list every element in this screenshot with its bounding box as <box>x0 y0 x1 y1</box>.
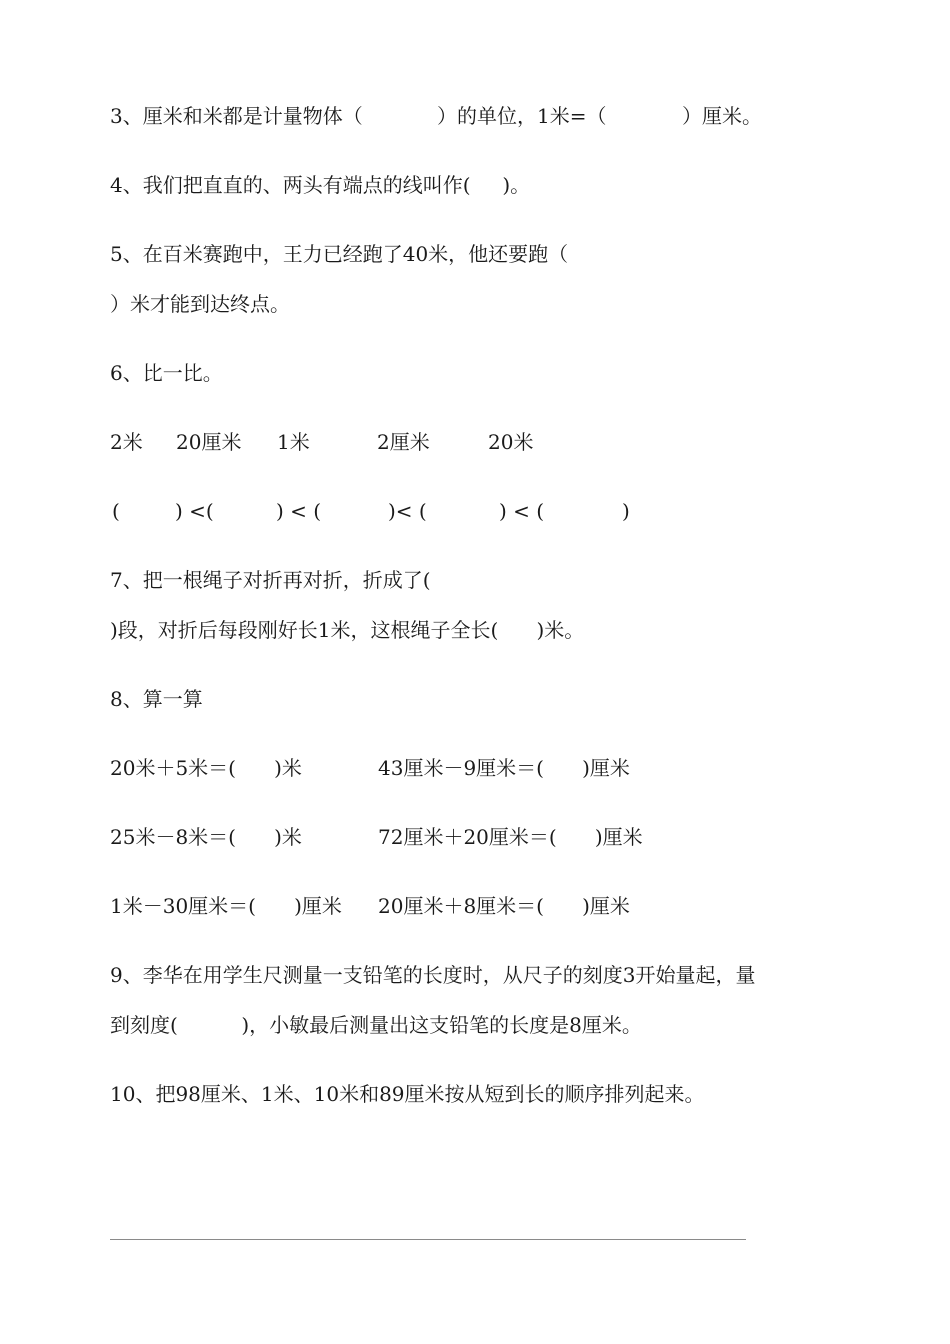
compare-item: 2厘米 <box>377 430 430 454</box>
compare-item: 1米 <box>277 430 310 454</box>
calc-right: 72厘米＋20厘米＝( )厘米 <box>378 825 643 849</box>
compare-blank-part: )< ( <box>388 499 427 523</box>
question-5-line-2 <box>110 290 290 318</box>
footer-divider <box>110 1239 746 1240</box>
calc-right: 43厘米－9厘米＝( )厘米 <box>378 756 630 780</box>
question-4 <box>110 171 531 199</box>
question-7-text-1: 7、把一根绳子对折再对折，折成了( <box>110 568 431 592</box>
calc-left: 1米－30厘米＝( )厘米 <box>110 894 342 918</box>
compare-blank-part: ) < ( <box>499 499 545 523</box>
compare-blank-part: ) <( <box>175 499 214 523</box>
question-9-text-2: 到刻度( )，小敏最后测量出这支铅笔的长度是8厘米。 <box>110 1013 642 1037</box>
question-6-blanks <box>110 497 630 525</box>
question-7-text-2: )段，对折后每段刚好长1米，这根绳子全长( )米。 <box>110 618 585 642</box>
question-9-line-2 <box>110 1011 642 1039</box>
question-9-line-1 <box>110 961 756 989</box>
question-6-title <box>110 359 223 387</box>
question-5-text-2: ）米才能到达终点。 <box>110 292 290 316</box>
question-8-title-text: 8、算一算 <box>110 687 203 711</box>
calc-left: 25米－8米＝( )米 <box>110 825 302 849</box>
question-3-part-c: ）厘米。 <box>682 104 762 128</box>
calc-row <box>110 754 630 782</box>
question-10-text: 10、把98厘米、1米、10米和89厘米按从短到长的顺序排列起来。 <box>110 1082 705 1106</box>
question-7-line-1 <box>110 566 431 594</box>
calc-right: 20厘米＋8厘米＝( )厘米 <box>378 894 630 918</box>
question-3-part-a: 3、厘米和米都是计量物体（ <box>110 104 363 128</box>
compare-item: 2米 <box>110 430 143 454</box>
question-9-text-1: 9、李华在用学生尺测量一支铅笔的长度时，从尺子的刻度3开始量起，量 <box>110 963 756 987</box>
question-6-title-text: 6、比一比。 <box>110 361 223 385</box>
question-3-part-b: ）的单位，1米=（ <box>437 104 607 128</box>
question-4-text: 4、我们把直直的、两头有端点的线叫作( )。 <box>110 173 531 197</box>
question-7-line-2 <box>110 616 585 644</box>
compare-blank-part: ( <box>112 499 120 523</box>
question-6-items <box>110 428 534 456</box>
compare-blank-part: ) <box>622 499 630 523</box>
calc-row <box>110 892 630 920</box>
question-5-text-1: 5、在百米赛跑中，王力已经跑了40米，他还要跑（ <box>110 242 569 266</box>
question-10 <box>110 1080 705 1108</box>
calc-left: 20米＋5米＝( )米 <box>110 756 302 780</box>
compare-item: 20米 <box>488 430 534 454</box>
compare-item: 20厘米 <box>176 430 242 454</box>
question-5-line-1 <box>110 240 569 268</box>
calc-row <box>110 823 643 851</box>
compare-blank-part: ) < ( <box>276 499 322 523</box>
question-8-title <box>110 685 203 713</box>
question-3 <box>110 102 762 130</box>
